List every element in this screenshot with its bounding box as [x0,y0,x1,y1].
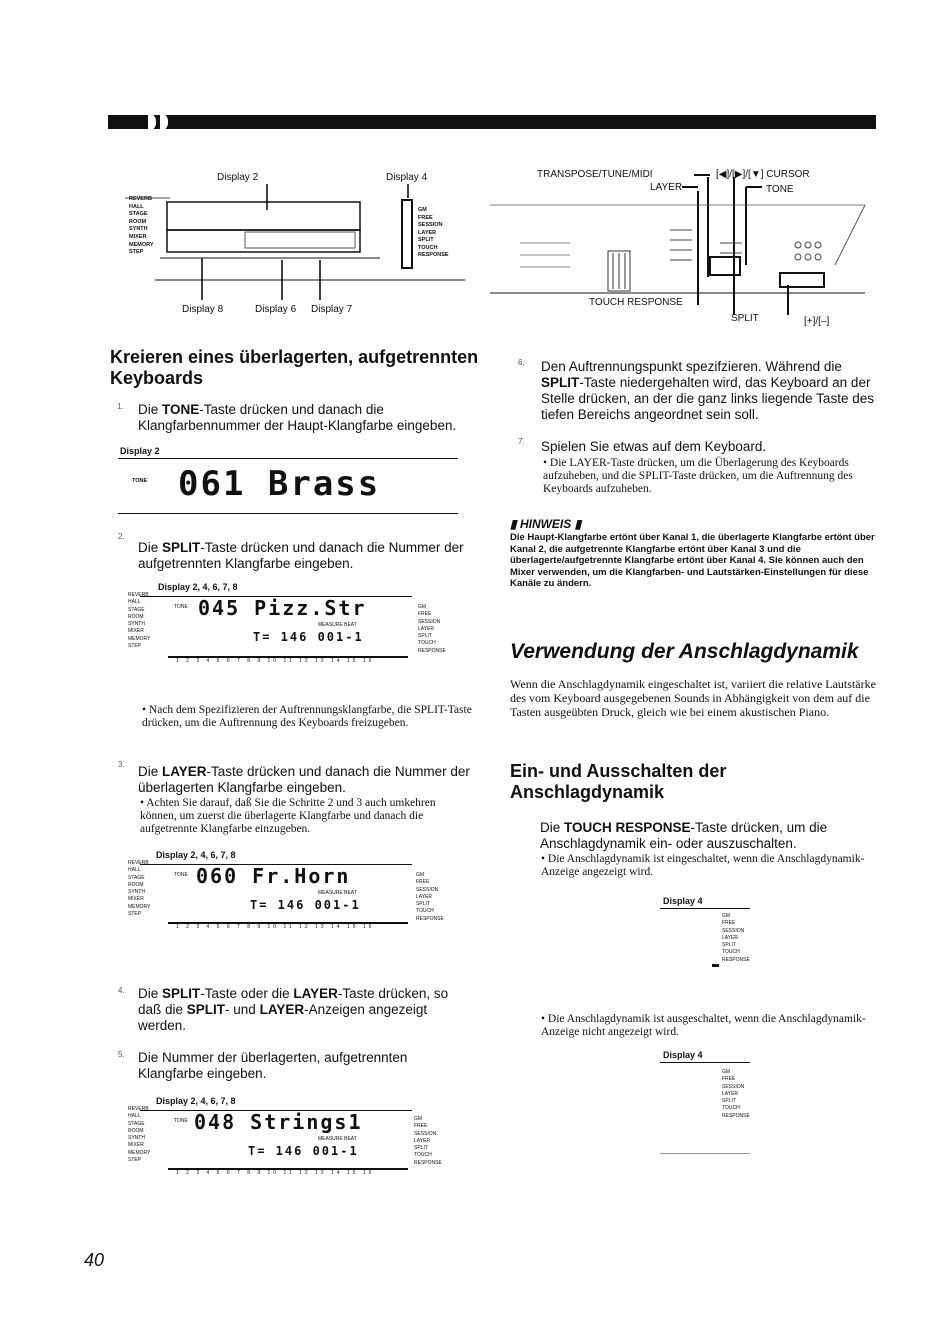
layer-label: LAYER [650,182,683,193]
step-4-text: Die SPLIT-Taste oder die LAYER-Taste drücken, so daß die SPLIT- und LAYER-Anzeigen angezeigt werden. [138,986,449,1033]
step-3-text: Die LAYER-Taste drücken und danach die Nummer der überlagerten Klangfarbe eingeben. [138,764,470,795]
hinweis-text: Die Haupt-Klangfarbe ertönt über Kanal 1, die überlagerte Klangfarbe ertönt über Kanal 2, die aufgetrennte Klangfarbe ertönt über Kanal 3 und die überlagerte/aufgetrennte Klangfarbe ertönt über Kanal 4. Sie können auch den Mixer verwenden, um die Klangfarben- und Lautstärken-Einstellungen für diese Kanäle zu ändern. [510,532,875,589]
bullet-release: • Die LAYER-Taste drücken, um die Überlagerung des Keyboards aufzuheben, und die SPLIT-Taste drücken, um die Auftrennung des Keyboards aufzuheben. [543,457,853,495]
hinweis-title: ▮ HINWEIS ▮ [510,517,582,531]
lcd-main-text: 045 Pizz.Str [198,596,367,620]
bullet-order: • Achten Sie darauf, daß Sie die Schritte 2 und 3 auch umkehren können, um zuerst die überlagerte Klangfarbe und danach die aufgetrennte Klangfarbe einzugeben. [140,797,436,835]
lcd-display-3 [118,848,458,940]
panel-labels-right: GM FREE SESSION LAYER SPLIT TOUCH RESPONSE [414,1116,442,1166]
touch-indicator-on [712,964,719,967]
step-5-text: Die Nummer der überlagerten, aufgetrennten Klangfarbe eingeben. [138,1050,408,1081]
touch-response-label: TOUCH RESPONSE [589,297,683,308]
tone-indicator: TONE [132,478,148,484]
panel-labels-right: GM FREE SESSION LAYER SPLIT TOUCH RESPONSE [418,604,446,654]
page-number: 40 [84,1250,105,1270]
panel-labels-left: REVERB HALL STAGE ROOM SYNTH MIXER MEMORY STEP [129,196,154,256]
big-heading: Verwendung der Anschlagdynamik [510,640,859,663]
display-4-off-label: Display 4 [663,1050,703,1060]
step-3-number: 3. [118,760,125,769]
cursor-label: [◀]/[▶]/[▼] CURSOR [716,169,810,180]
step-5-number: 5. [118,1050,125,1059]
scale-numbers: 1 2 3 4 5 6 7 8 9 10 11 12 13 14 15 16 [176,658,375,664]
panel-labels-right: GM FREE SESSION LAYER SPLIT TOUCH RESPONSE [418,207,449,258]
panel-diagram [480,165,880,330]
scale-numbers: 1 2 3 4 5 6 7 8 9 10 11 12 13 14 15 16 [176,924,375,930]
step-4-number: 4. [118,986,125,995]
intro-text: Wenn die Anschlagdynamik eingeschaltet ist, variiert die relative Lautstärke des vom Keyboard ausgegebenen Sounds in Abhängigkeit von dem auf die Tasten ausgeübten Druck, gleich wie bei einem akustischen Piano. [510,677,876,719]
scale-numbers: 1 2 3 4 5 6 7 8 9 10 11 12 13 14 15 16 [176,1170,375,1176]
lcd-sub-text: T= 146 001-1 [248,1144,359,1158]
step-2-number: 2. [118,532,125,541]
bullet-on: • Die Anschlagdynamik ist eingeschaltet, wenn die Anschlagdynamik-Anzeige angezeigt wird. [541,853,865,878]
display-4-off [660,1062,750,1154]
step-1-text: Die TONE-Taste drücken und danach die Klangfarbennummer der Haupt-Klangfarbe eingeben. [138,402,457,433]
display-diagram-lines [110,170,470,320]
display-label: Display 2, 4, 6, 7, 8 [158,582,238,592]
touch-response-text: Die TOUCH RESPONSE-Taste drücken, um die Anschlagdynamik ein- oder auszuschalten. [540,820,828,851]
sub-heading: Ein- und Ausschalten der Anschlagdynamik [510,761,727,802]
display-label: Display 2 [120,446,160,456]
panel-labels-left: REVERB HALL STAGE ROOM SYNTH MIXER MEMORY STEP [128,1106,151,1164]
bullet-off: • Die Anschlagdynamik ist ausgeschaltet, wenn die Anschlagdynamik-Anzeige nicht angezeigt wird. [541,1013,866,1038]
left-heading: Kreieren eines überlagerten, aufgetrennten Keyboards [110,347,479,388]
display-8-label: Display 8 [182,304,224,315]
tone-indicator: TONE [174,1118,188,1124]
display-diagram [110,170,470,320]
panel-labels-right: GM FREE SESSION LAYER SPLIT TOUCH RESPONSE [722,913,750,963]
lcd-display-4 [118,1094,458,1186]
display-4-on-label: Display 4 [663,896,703,906]
display-4-label: Display 4 [386,172,428,183]
step-7-text: Spielen Sie etwas auf dem Keyboard. [541,439,767,454]
panel-labels-left: REVERB HALL STAGE ROOM SYNTH MIXER MEMORY STEP [128,860,151,918]
tone-indicator: TONE [174,604,188,610]
panel-labels-left: REVERB HALL STAGE ROOM SYNTH MIXER MEMORY STEP [128,592,151,650]
step-7-number: 7. [518,437,525,446]
lcd-main-text: 048 Strings1 [194,1110,363,1134]
display-label: Display 2, 4, 6, 7, 8 [156,1096,236,1106]
measure-beat-label: MEASURE BEAT [318,1136,357,1142]
lcd-sub-text: T= 146 001-1 [253,630,364,644]
step-6-text: Den Auftrennungspunkt spezifzieren. Während die SPLIT-Taste niedergehalten wird, das Keyboard an der Stelle drücken, an der die ganz links liegende Taste des tiefen Bereichs angeordnet sein soll. [541,359,874,422]
header-bar [108,115,876,129]
step-1-number: 1. [117,402,124,411]
display-label: Display 2, 4, 6, 7, 8 [156,850,236,860]
measure-beat-label: MEASURE BEAT [318,890,357,896]
panel-labels-right: GM FREE SESSION LAYER SPLIT TOUCH RESPONSE [722,1069,750,1119]
tone-indicator: TONE [174,872,188,878]
lcd-main-text: 060 Fr.Horn [196,864,351,888]
display-6-label: Display 6 [255,304,297,315]
measure-beat-label: MEASURE BEAT [318,622,357,628]
display-7-label: Display 7 [311,304,353,315]
lcd-text: 061 Brass [178,464,381,504]
transpose-label: TRANSPOSE/TUNE/MIDI [537,169,653,180]
lcd-sub-text: T= 146 001-1 [250,898,361,912]
lcd-display-2 [118,580,458,672]
display-2-label: Display 2 [217,172,259,183]
tone-label: TONE [766,184,794,195]
split-label: SPLIT [731,313,759,324]
lcd-display-1 [118,458,458,514]
step-2-text: Die SPLIT-Taste drücken und danach die Nummer der aufgetrennten Klangfarbe eingeben. [138,540,464,571]
plus-minus-label: [+]/[–] [804,316,830,327]
panel-labels-right: GM FREE SESSION LAYER SPLIT TOUCH RESPONSE [416,872,444,922]
step-6-number: 6. [518,358,525,367]
bullet-split-release: • Nach dem Spezifizieren der Auftrennungsklangfarbe, die SPLIT-Taste drücken, um die Auftrennung des Keyboards freizugeben. [142,704,472,729]
display-4-on [660,908,750,989]
